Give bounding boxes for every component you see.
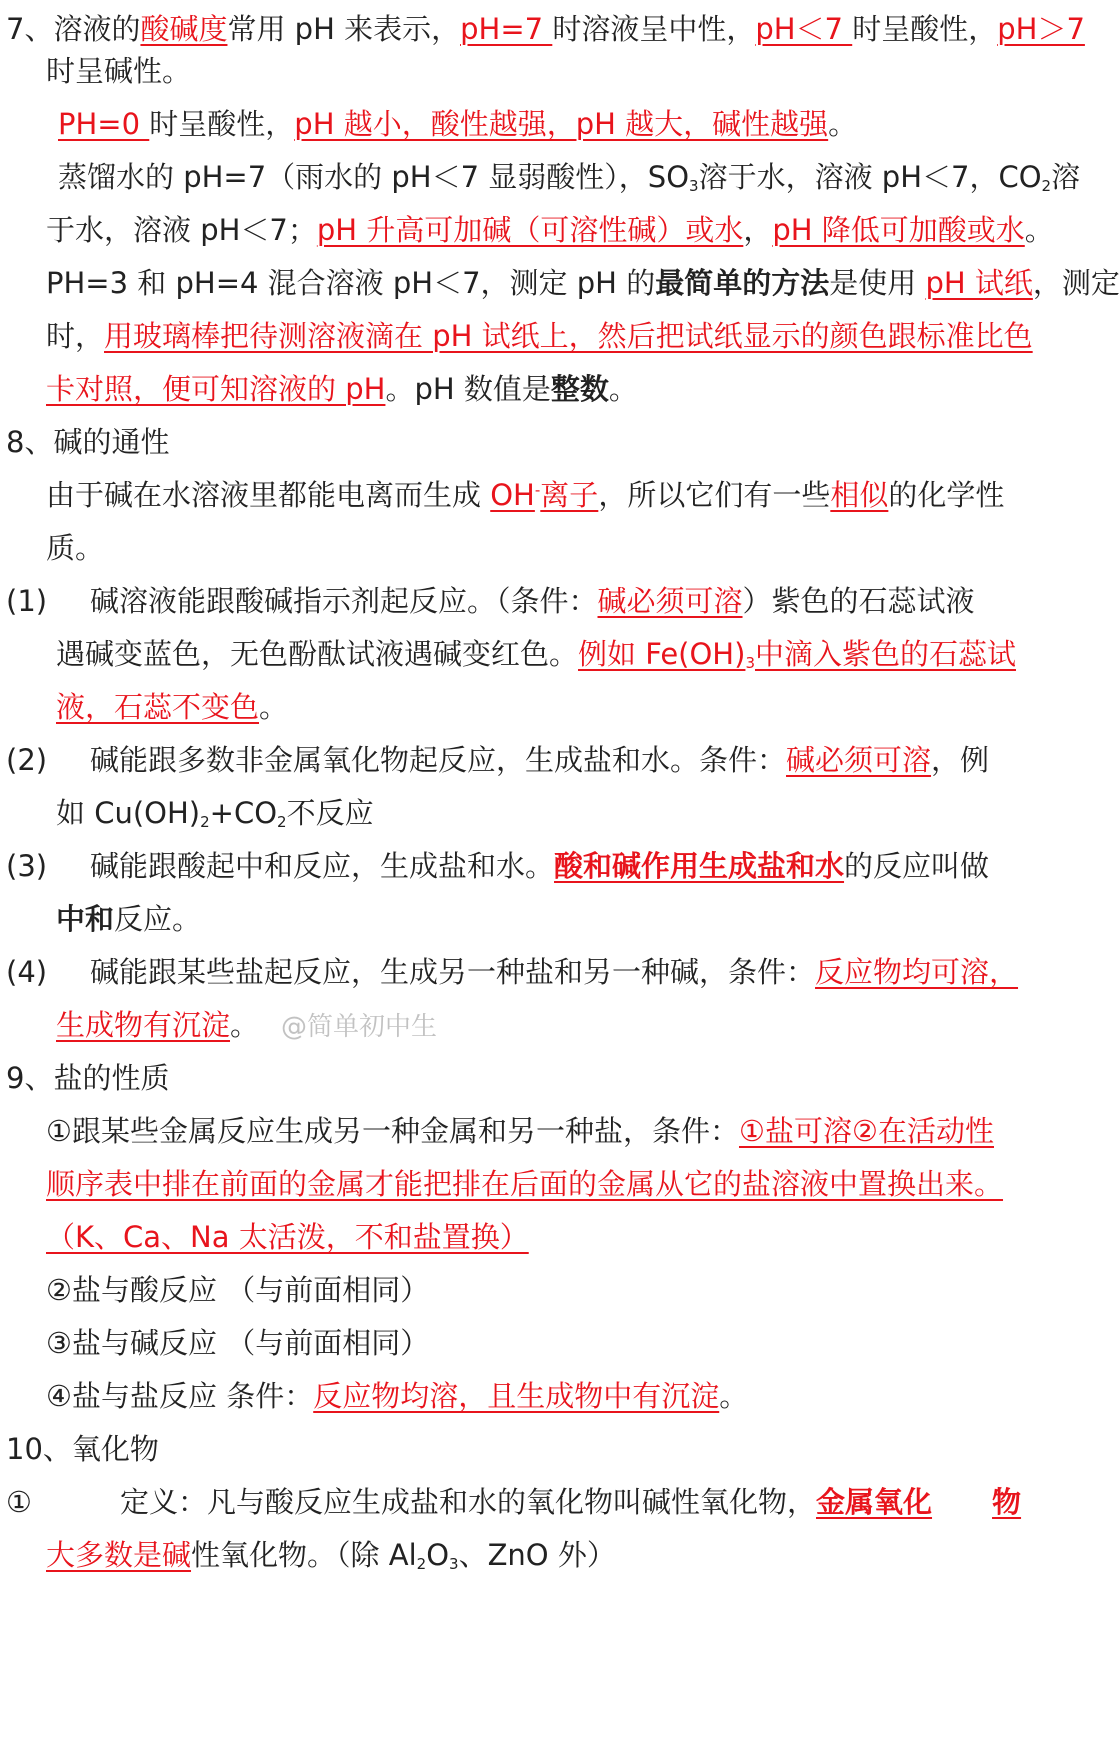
p9-line-5: ③盐与碱反应 （与前面相同） [46, 1326, 430, 1360]
p8-line-2: 质。 [46, 531, 105, 565]
p10-item-1-number: ① [6, 1485, 32, 1519]
p9-line-4: ②盐与酸反应 （与前面相同） [46, 1273, 430, 1307]
watermark: @简单初中生 [281, 1012, 438, 1042]
p7-line-5: 于水，溶液 pH＜7；pH 升高可加碱（可溶性碱）或水，pH 降低可加酸或水。 [46, 213, 1054, 247]
p8-item-4-line-1: 碱能跟某些盐起反应，生成另一种盐和另一种碱，条件：反应物均可溶， [90, 955, 1019, 989]
p10-heading: 10、氧化物 [6, 1432, 159, 1466]
p7-line-2: 时呈碱性。 [46, 54, 192, 88]
p8-line-1: 由于碱在水溶液里都能电离而生成 OH-离子，所以它们有一些相似的化学性 [46, 478, 1005, 512]
p7-line-8: 卡对照，便可知溶液的 pH。pH 数值是整数。 [46, 372, 638, 406]
p7-line-7: 时，用玻璃棒把待测溶液滴在 pH 试纸上，然后把试纸显示的颜色跟标准比色 [46, 319, 1033, 353]
p8-item-1-line-2: 遇碱变蓝色，无色酚酞试液遇碱变红色。例如 $Fe(OH)_3$中滴入紫色的石蕊试 [56, 637, 1016, 672]
p9-line-6: ④盐与盐反应 条件：反应物均溶，且生成物中有沉淀。 [46, 1379, 749, 1413]
p8-item-1-number: (1) [6, 584, 48, 618]
p8-item-4-number: (4) [6, 955, 48, 989]
p8-item-2-line-1: 碱能跟多数非金属氧化物起反应，生成盐和水。条件：碱必须可溶，例 [90, 743, 990, 777]
p8-item-3-line-2: 中和反应。 [56, 902, 202, 936]
p7-line-4: 蒸馏水的 pH=7（雨水的 pH＜7 显弱酸性），$SO_3$溶于水，溶液 pH＜7，$CO_2$溶 [58, 160, 1081, 195]
p8-item-3-line-1: 碱能跟酸起中和反应，生成盐和水。酸和碱作用生成盐和水的反应叫做 [90, 849, 990, 883]
p8-item-4-line-2: 生成物有沉淀。 @简单初中生 [56, 1008, 438, 1042]
p10-line-2: 大多数是碱性氧化物。（除 $Al_2O_3$、ZnO 外） [46, 1538, 616, 1573]
p9-heading: 9、盐的性质 [6, 1061, 170, 1095]
p8-item-1-line-3: 液，石蕊不变色。 [56, 690, 289, 724]
p9-line-2: 顺序表中排在前面的金属才能把排在后面的金属从它的盐溶液中置换出来。 [46, 1167, 1004, 1201]
p7-line-6: PH=3 和 pH=4 混合溶液 pH＜7，测定 pH 的最简单的方法是使用 pH 试纸，测定 [46, 266, 1120, 300]
p8-item-2-number: (2) [6, 743, 48, 777]
p7-line-3: PH=0 时呈酸性，pH 越小，酸性越强，pH 越大，碱性越强。 [58, 107, 858, 141]
p8-item-2-line-2: 如 $Cu(OH)_2+CO_2$不反应 [56, 796, 374, 831]
p9-line-3: （K、Ca、Na 太活泼，不和盐置换） [46, 1220, 529, 1254]
p7-line-1: 7、溶液的酸碱度常用 pH 来表示，pH=7 时溶液呈中性，pH＜7 时呈酸性，pH＞7 [6, 12, 1085, 46]
p8-item-1-line-1: 碱溶液能跟酸碱指示剂起反应。（条件：碱必须可溶）紫色的石蕊试液 [90, 584, 975, 618]
p8-item-3-number: (3) [6, 849, 48, 883]
p8-heading: 8、碱的通性 [6, 425, 170, 459]
p10-line-1: 定义：凡与酸反应生成盐和水的氧化物叫碱性氧化物，金属氧化 物 [120, 1485, 1022, 1519]
p9-line-1: ①跟某些金属反应生成另一种金属和另一种盐，条件：①盐可溶②在活动性 [46, 1114, 994, 1148]
